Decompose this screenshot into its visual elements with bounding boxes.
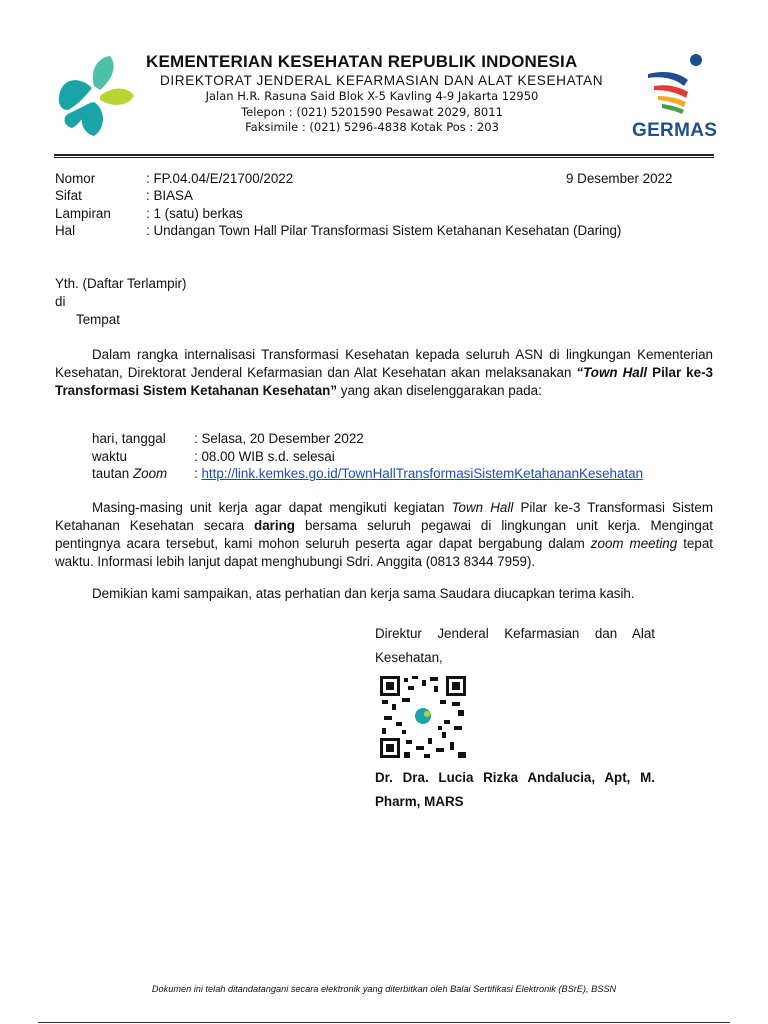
lampiran-label: Lampiran <box>55 206 111 221</box>
event-link-label: tautan Zoom <box>92 466 168 481</box>
event-link-row: : http://link.kemkes.go.id/TownHallTransformasiSistemKetahananKesehatan <box>194 466 644 481</box>
paragraph-intro: Dalam rangka internalisasi Transformasi Kesehatan kepada seluruh ASN di lingkungan Kementerian Kesehatan, Direktorat Jenderal Kefarmasian dan Alat Kesehatan akan melaksanakan “Town Hall Pilar ke-3 Transformasi Sistem Ketahanan Kesehatan” yang akan diselenggarakan pada: <box>55 347 713 398</box>
lampiran-value: : 1 (satu) berkas <box>146 206 243 221</box>
sifat-label: Sifat <box>55 188 82 203</box>
kemenkes-logo-icon <box>54 52 138 138</box>
recipient-yth: Yth. (Daftar Terlampir) <box>55 276 187 291</box>
phone-line: Telepon : (021) 5201590 Pesawat 2029, 8011 <box>241 105 503 119</box>
nomor-label: Nomor <box>55 171 96 186</box>
page-bottom-rule <box>38 1022 730 1023</box>
letterhead-divider <box>54 154 714 156</box>
signatory-title: Direktur Jenderal Kefarmasian dan Alat Kesehatan, <box>375 626 655 665</box>
recipient-di: di <box>55 294 66 309</box>
sifat-value: : BIASA <box>146 188 193 203</box>
germas-logo-icon <box>644 52 714 118</box>
event-day-label: hari, tanggal <box>92 431 166 446</box>
nomor-value: : FP.04.04/E/21700/2022 <box>146 171 294 186</box>
paragraph-closing: Demikian kami sampaikan, atas perhatian dan kerja sama Saudara diucapkan terima kasih. <box>92 586 635 601</box>
ministry-title: KEMENTERIAN KESEHATAN REPUBLIK INDONESIA <box>146 52 578 71</box>
directorate-title: DIREKTORAT JENDERAL KEFARMASIAN DAN ALAT KESEHATAN <box>160 73 604 88</box>
fax-line: Faksimile : (021) 5296-4838 Kotak Pos : 203 <box>245 120 499 134</box>
letterhead-divider-thin <box>54 157 714 158</box>
recipient-tempat: Tempat <box>76 312 120 327</box>
qr-code-icon <box>380 676 466 758</box>
germas-label: GERMAS <box>632 120 718 141</box>
paragraph-instruction: Masing-masing unit kerja agar dapat mengikuti kegiatan Town Hall Pilar ke-3 Transformasi Sistem Ketahanan Kesehatan secara daring bersama seluruh pegawai di lingkungan unit kerja. Mengingat pentingnya acara tersebut, kami mohon seluruh peserta agar dapat bergabung dalam zoom meeting tepat waktu. Informasi lebih lanjut dapat menghubungi Sdri. Anggita (0813 8344 7959). <box>55 500 713 569</box>
signatory-name: Dr. Dra. Lucia Rizka Andalucia, Apt, M. Pharm, MARS <box>375 770 655 809</box>
zoom-link[interactable]: http://link.kemkes.go.id/TownHallTransformasiSistemKetahananKesehatan <box>201 466 644 481</box>
letter-date: 9 Desember 2022 <box>566 171 673 186</box>
hal-value: : Undangan Town Hall Pilar Transformasi Sistem Ketahanan Kesehatan (Daring) <box>146 223 622 238</box>
address-line: Jalan H.R. Rasuna Said Blok X-5 Kavling 4-9 Jakarta 12950 <box>205 89 539 103</box>
event-day-value: : Selasa, 20 Desember 2022 <box>194 431 364 446</box>
esign-footer-note: Dokumen ini telah ditandatangani secara elektronik yang diterbitkan oleh Balai Sertifikasi Elektronik (BSrE), BSSN <box>151 984 617 994</box>
event-time-label: waktu <box>92 449 127 464</box>
event-time-value: : 08.00 WIB s.d. selesai <box>194 449 335 464</box>
hal-label: Hal <box>55 223 76 238</box>
